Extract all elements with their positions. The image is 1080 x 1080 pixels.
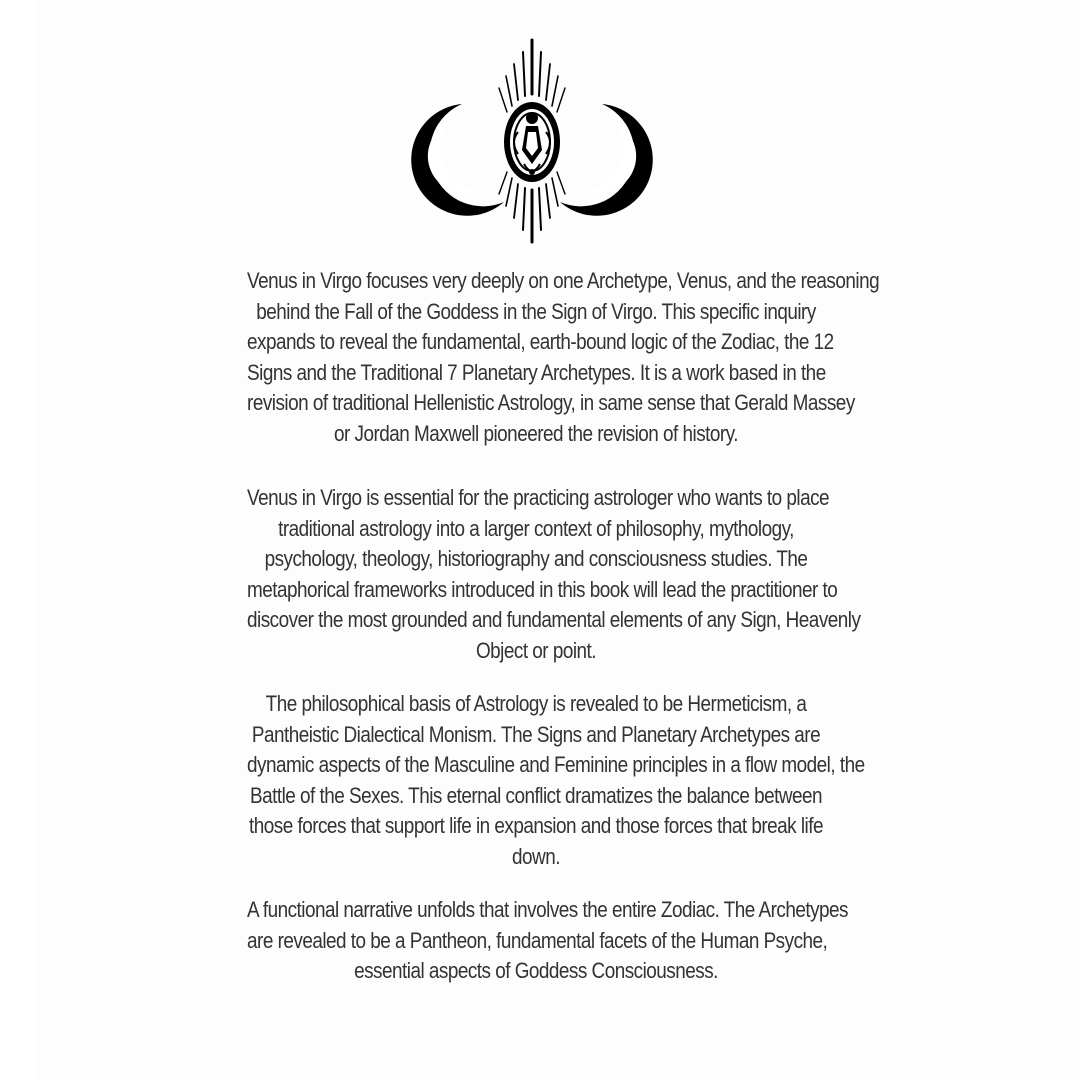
text-line: essential aspects of Goddess Consciousness. — [354, 958, 718, 984]
triple-moon-goddess-icon — [410, 32, 654, 248]
text-line: discover the most grounded and fundamental elements of any Sign, Heavenly — [247, 607, 861, 633]
text-line: The philosophical basis of Astrology is revealed to be Hermeticism, a — [265, 691, 807, 716]
text-line: Object or point. — [475, 637, 597, 663]
paragraph-intro — [247, 266, 880, 450]
text-line: traditional astrology into a larger context of philosophy, mythology, — [278, 515, 794, 541]
text-line: psychology, theology, historiography and consciousness studies. The — [264, 546, 808, 572]
text-line: expands to reveal the fundamental, earth-bound logic of the Zodiac, the 12 — [247, 329, 834, 355]
text-line: dynamic aspects of the Masculine and Feminine principles in a flow model, the — [247, 752, 865, 778]
text-line: Venus in Virgo is essential for the practicing astrologer who wants to place — [247, 485, 830, 510]
text-line: Signs and the Traditional 7 Planetary Archetypes. It is a work based in the — [247, 359, 826, 385]
text-line: metaphorical frameworks introduced in this book will lead the practitioner to — [247, 576, 838, 602]
text-line: those forces that support life in expansion and those forces that break life — [249, 813, 823, 839]
text-line: revision of traditional Hellenistic Astrology, in same sense that Gerald Massey — [247, 390, 855, 416]
text-line: Battle of the Sexes. This eternal conflict dramatizes the balance between — [250, 782, 822, 808]
paragraph-audience — [247, 483, 861, 667]
text-line: down. — [512, 843, 560, 869]
text-line: behind the Fall of the Goddess in the Sign of Virgo. This specific inquiry — [256, 298, 816, 324]
text-line: A functional narrative unfolds that involves the entire Zodiac. The Archetypes — [247, 897, 849, 922]
text-line: are revealed to be a Pantheon, fundamental facets of the Human Psyche, — [247, 927, 828, 953]
paragraph-narrative — [247, 895, 849, 987]
paragraph-philosophy — [247, 689, 865, 873]
text-line: or Jordan Maxwell pioneered the revision of history. — [333, 420, 738, 446]
text-line: Venus in Virgo focuses very deeply on one Archetype, Venus, and the reasoning — [247, 268, 880, 293]
text-line: Pantheistic Dialectical Monism. The Signs and Planetary Archetypes are — [251, 721, 821, 747]
